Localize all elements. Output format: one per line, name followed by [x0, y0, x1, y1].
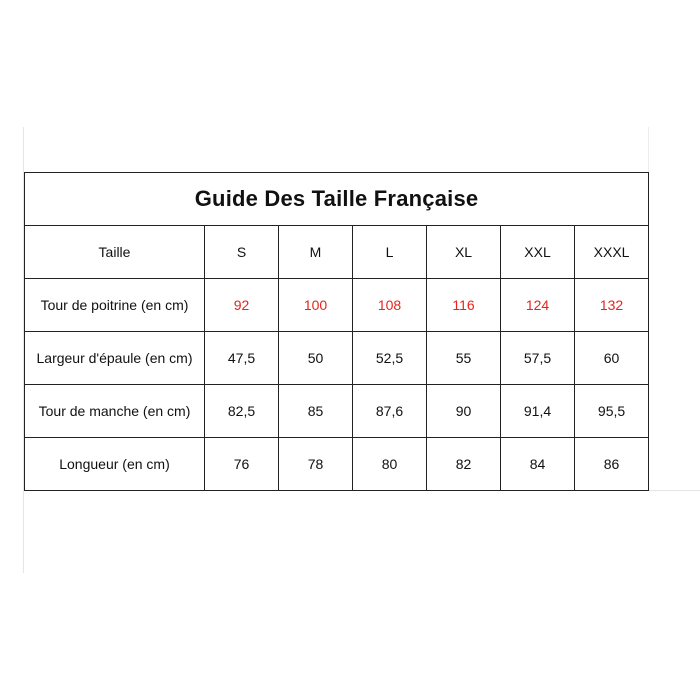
table-cell: 108 — [353, 279, 427, 332]
table-cell: 78 — [279, 438, 353, 491]
table-cell: 76 — [205, 438, 279, 491]
table-row-tour-de-manche — [25, 385, 649, 438]
table-row-largeur-epaule — [25, 332, 649, 385]
size-header-l: L — [353, 226, 427, 279]
table-cell: 92 — [205, 279, 279, 332]
row-label: Tour de poitrine (en cm) — [25, 279, 205, 332]
table-cell: 85 — [279, 385, 353, 438]
table-cell: 50 — [279, 332, 353, 385]
table-cell: 57,5 — [501, 332, 575, 385]
table-cell: 60 — [575, 332, 649, 385]
table-cell: 55 — [427, 332, 501, 385]
table-row-longueur — [25, 438, 649, 491]
title-row — [25, 173, 649, 226]
table-cell: 95,5 — [575, 385, 649, 438]
table-cell: 82,5 — [205, 385, 279, 438]
table-cell: 87,6 — [353, 385, 427, 438]
row-label: Largeur d'épaule (en cm) — [25, 332, 205, 385]
table-cell: 91,4 — [501, 385, 575, 438]
table-cell: 82 — [427, 438, 501, 491]
size-header-xxl: XXL — [501, 226, 575, 279]
size-header-s: S — [205, 226, 279, 279]
size-guide-table — [24, 172, 649, 491]
table-cell: 84 — [501, 438, 575, 491]
size-header-m: M — [279, 226, 353, 279]
table-cell: 47,5 — [205, 332, 279, 385]
table-cell: 116 — [427, 279, 501, 332]
table-cell: 100 — [279, 279, 353, 332]
table-cell: 90 — [427, 385, 501, 438]
row-label: Tour de manche (en cm) — [25, 385, 205, 438]
header-label-taille: Taille — [25, 226, 205, 279]
table-cell: 80 — [353, 438, 427, 491]
size-header-xl: XL — [427, 226, 501, 279]
table-title: Guide Des Taille Française — [25, 173, 649, 226]
table-row-tour-de-poitrine — [25, 279, 649, 332]
table-cell: 132 — [575, 279, 649, 332]
table-cell: 124 — [501, 279, 575, 332]
table-cell: 52,5 — [353, 332, 427, 385]
header-row — [25, 226, 649, 279]
row-label: Longueur (en cm) — [25, 438, 205, 491]
table-cell: 86 — [575, 438, 649, 491]
background-divider-right — [648, 127, 649, 173]
size-header-xxxl: XXXL — [575, 226, 649, 279]
background-divider-bottom — [648, 490, 700, 491]
